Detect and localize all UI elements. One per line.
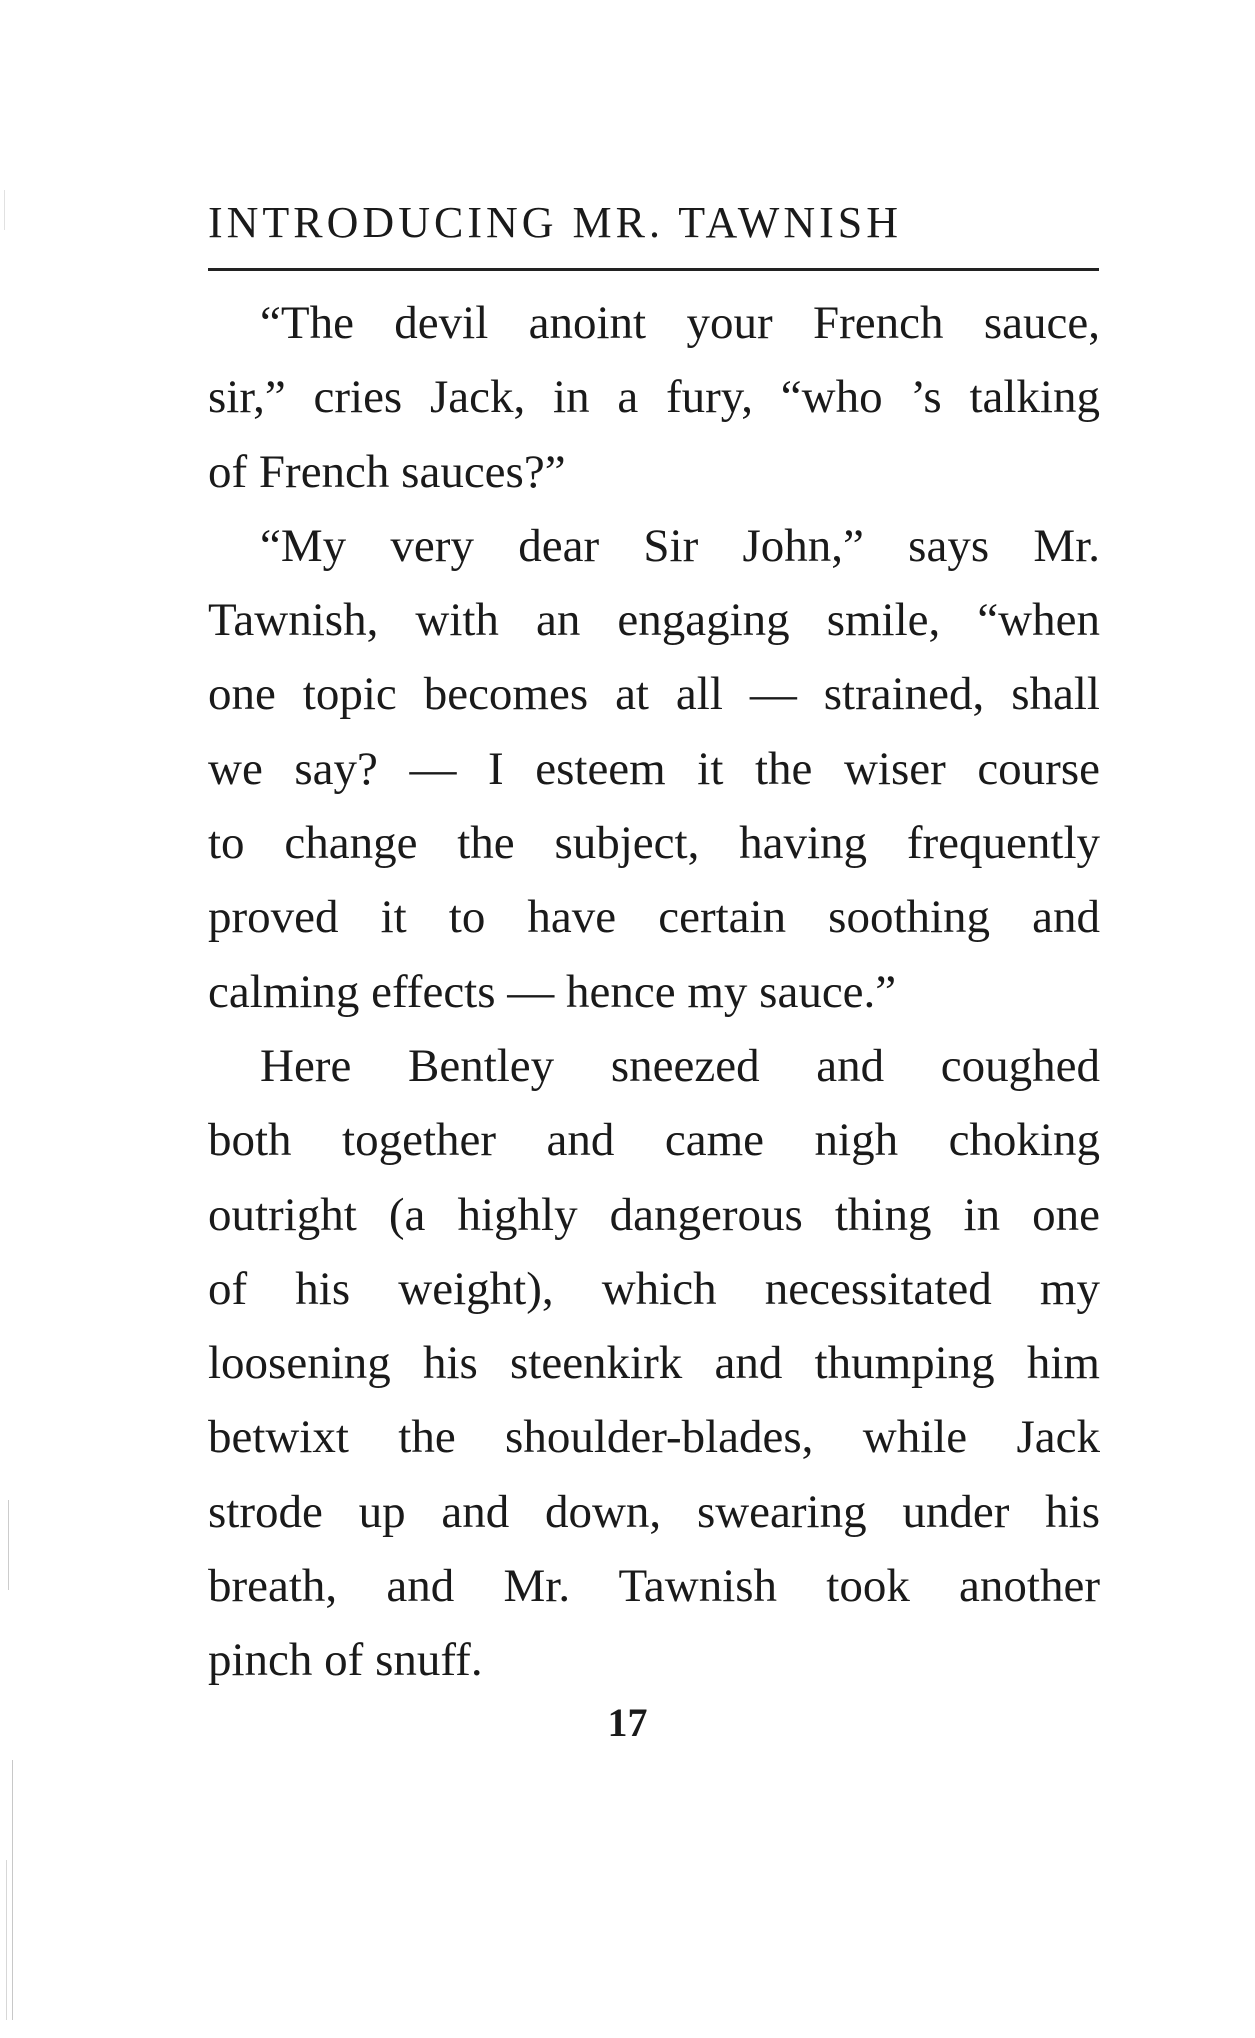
text-line: “My very dear Sir John,” says Mr. <box>260 519 1100 572</box>
text-line: of his weight), which necessitated my <box>208 1262 1100 1315</box>
scan-speck <box>4 190 5 230</box>
text-line: one topic becomes at all — strained, shall <box>208 668 1100 721</box>
text-line: Tawnish, with an engaging smile, “when <box>208 594 1100 647</box>
page-number: 17 <box>607 1700 648 1745</box>
text-line: pinch of snuff. <box>208 1634 483 1687</box>
text-line: sir,” cries Jack, in a fury, “who ’s talking <box>208 371 1100 424</box>
text-line: of French sauces?” <box>208 445 566 498</box>
scan-speck <box>8 1500 9 1590</box>
text-line: to change the subject, having frequently <box>208 817 1100 870</box>
text-line: both together and came nigh choking <box>208 1114 1100 1167</box>
header-rule <box>208 268 1099 271</box>
body-text <box>208 286 1100 1698</box>
scan-speck <box>6 1860 7 2020</box>
text-line: proved it to have certain soothing and <box>208 891 1100 944</box>
text-line: strode up and down, swearing under his <box>208 1485 1100 1538</box>
scan-speck <box>12 1760 13 2020</box>
text-line: breath, and Mr. Tawnish took another <box>208 1560 1100 1613</box>
running-head: INTRODUCING MR. TAWNISH <box>208 198 903 247</box>
text-line: Here Bentley sneezed and coughed <box>260 1039 1100 1092</box>
text-line: outright (a highly dangerous thing in one <box>208 1188 1100 1241</box>
text-line: calming effects — hence my sauce.” <box>208 965 897 1018</box>
text-line: we say? — I esteem it the wiser course <box>208 742 1100 795</box>
text-line: betwixt the shoulder-blades, while Jack <box>208 1411 1100 1464</box>
text-line: loosening his steenkirk and thumping him <box>208 1337 1100 1390</box>
text-line: “The devil anoint your French sauce, <box>260 297 1100 349</box>
